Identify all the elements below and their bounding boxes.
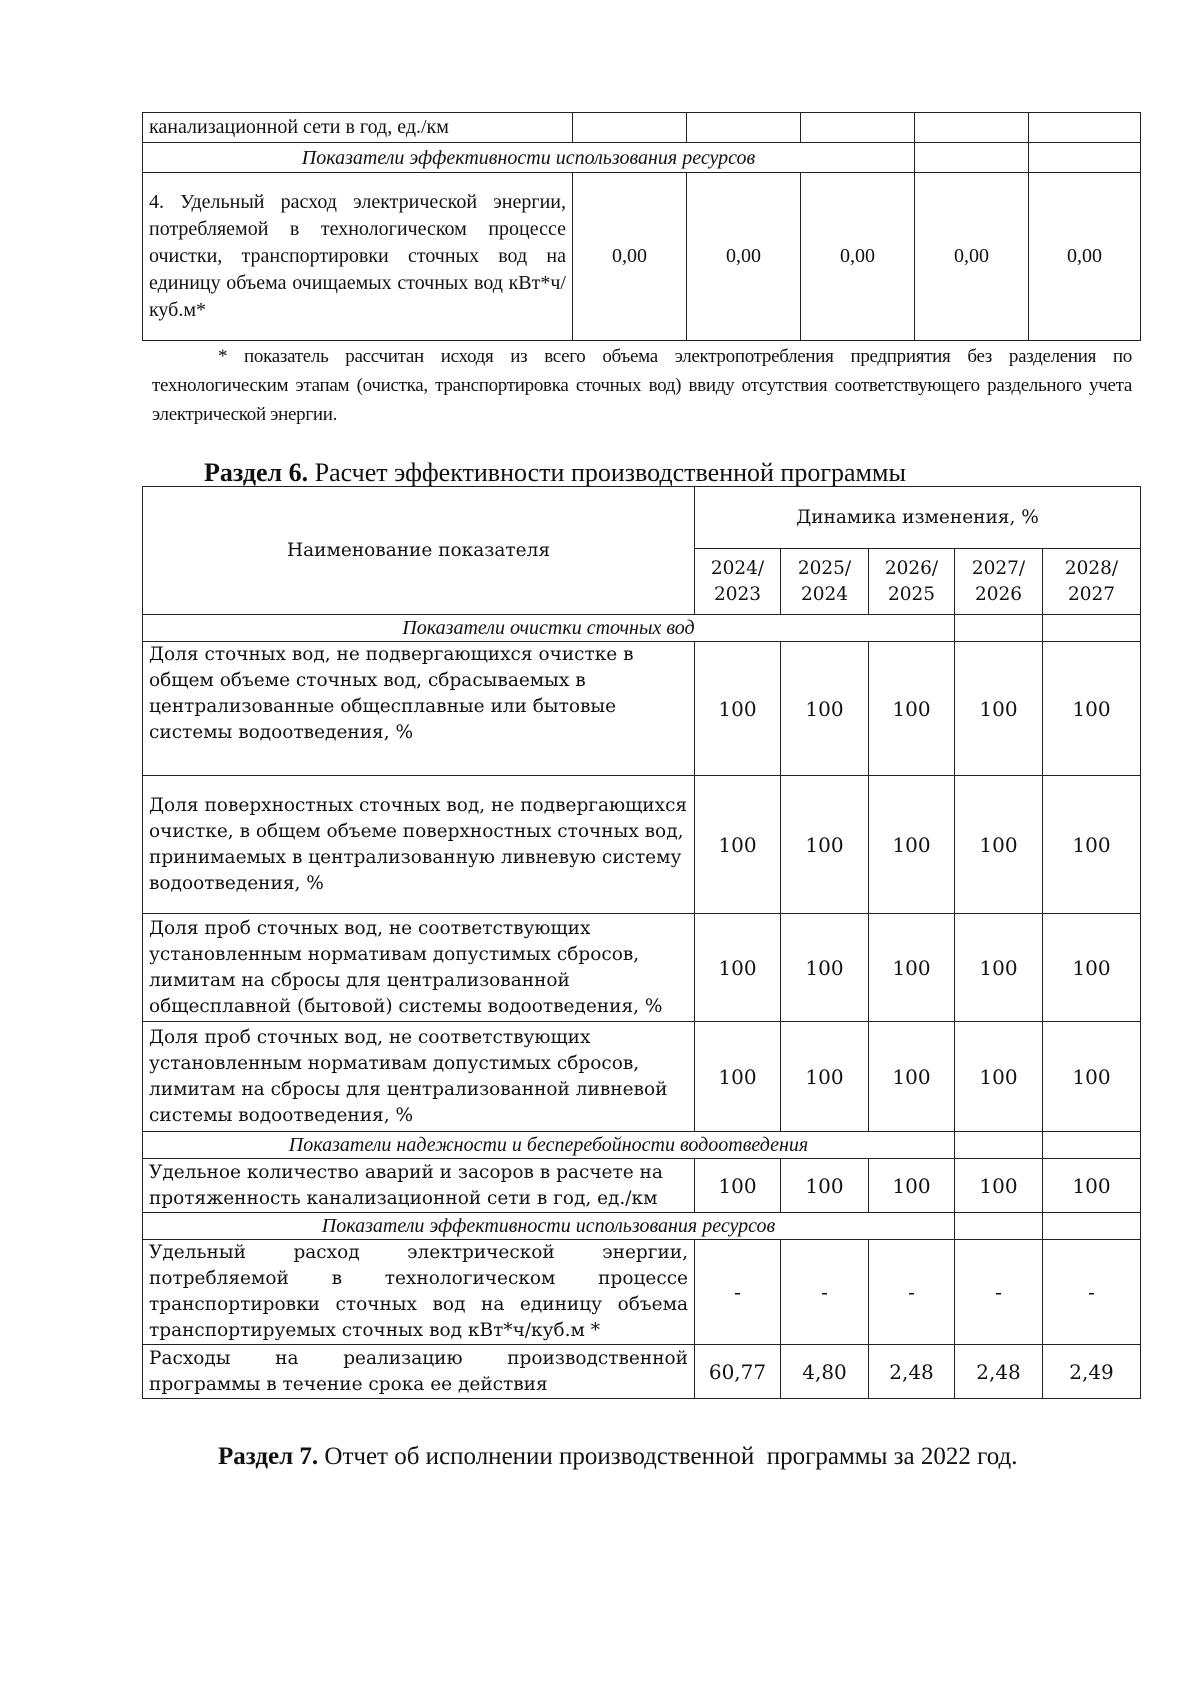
value-cell: 0,00 — [573, 173, 687, 341]
section-row — [143, 143, 1141, 173]
value-cell: 100 — [1043, 1159, 1141, 1213]
value-cell: 100 — [695, 776, 781, 914]
table-row — [143, 1159, 1141, 1213]
section-title: Показатели надежности и бесперебойности водоотведения — [143, 1132, 955, 1159]
value-cell: 0,00 — [801, 173, 915, 341]
value-cell: 100 — [781, 1159, 869, 1213]
row-label: Доля проб сточных вод, не соответствующих установленным нормативам допустимых сбросов, лимитам на сбросы для централизованной ливневой системы водоотведения, % — [143, 1022, 695, 1132]
value-cell: 100 — [869, 914, 955, 1022]
row-label: Доля сточных вод, не подвергающихся очистке в общем объеме сточных вод, сбрасываемых в централизованные общесплавные или бытовые системы водоотведения, % — [143, 642, 695, 776]
table-row — [143, 914, 1141, 1022]
table-row — [143, 1022, 1141, 1132]
value-cell: - — [1043, 1240, 1141, 1345]
section-row — [143, 615, 1141, 642]
value-cell: 100 — [1043, 642, 1141, 776]
row-label: Доля поверхностных сточных вод, не подвергающихся очистке, в общем объеме поверхностных сточных вод, принимаемых в централизованную ливневую систему водоотведения, % — [143, 776, 695, 914]
section7-heading-title: Отчет об исполнении производственной программы за 2022 год. — [318, 1443, 1018, 1470]
value-cell: 100 — [869, 642, 955, 776]
section-title: Показатели эффективности использования ресурсов — [143, 143, 915, 173]
value-cell: 100 — [695, 1159, 781, 1213]
row-label: Удельное количество аварий и засоров в расчете на протяженность канализационной сети в год, ед./км — [143, 1159, 695, 1213]
footnote-text: * показатель рассчитан исходя из всего объема электропотребления предприятия без разделения по технологическим этапам (очистка, транспортировка сточных вод) ввиду отсутствия соответствующего раздельного учета электрической энергии. — [152, 346, 1132, 425]
top-table — [142, 112, 1141, 341]
value-cell: 2,49 — [1043, 1345, 1141, 1399]
table-row — [143, 776, 1141, 914]
section6-heading-number: Раздел 6. — [204, 458, 309, 487]
value-cell: - — [781, 1240, 869, 1345]
value-cell: 100 — [1043, 776, 1141, 914]
value-cell: 100 — [955, 776, 1043, 914]
value-cell: 4,80 — [781, 1345, 869, 1399]
value-cell: 100 — [869, 1022, 955, 1132]
value-cell: 100 — [955, 642, 1043, 776]
value-cell: 100 — [781, 1022, 869, 1132]
row-label: 4. Удельный расход электрической энергии, потребляемой в технологическом процессе очистки, транспортировки сточных вод на единицу объема очищаемых сточных вод кВт*ч/куб.м* — [143, 173, 573, 341]
row-label: Доля проб сточных вод, не соответствующих установленным нормативам допустимых сбросов, лимитам на сбросы для централизованной общесплавной (бытовой) системы водоотведения, % — [143, 914, 695, 1022]
value-cell: - — [695, 1240, 781, 1345]
table-row — [143, 113, 1141, 143]
section6-heading-title: Расчет эффективности производственной программы — [308, 458, 906, 487]
year-header: 2028/ 2027 — [1043, 549, 1141, 615]
year-header: 2025/ 2024 — [781, 549, 869, 615]
value-cell: 100 — [955, 914, 1043, 1022]
value-cell: 100 — [695, 1022, 781, 1132]
value-cell: 100 — [781, 642, 869, 776]
value-cell: 100 — [781, 776, 869, 914]
row-fragment-label: канализационной сети в год, ед./км — [143, 113, 573, 143]
value-cell: 100 — [695, 914, 781, 1022]
col-name-header: Наименование показателя — [143, 487, 695, 615]
footnote — [152, 342, 1132, 429]
table-row — [143, 173, 1141, 341]
efficiency-table — [142, 486, 1141, 1399]
section-row — [143, 1213, 1141, 1240]
value-cell: 100 — [695, 642, 781, 776]
value-cell: 2,48 — [869, 1345, 955, 1399]
section-title: Показатели эффективности использования ресурсов — [143, 1213, 955, 1240]
value-cell: 60,77 — [695, 1345, 781, 1399]
value-cell: 100 — [955, 1159, 1043, 1213]
table-row — [143, 1240, 1141, 1345]
value-cell: 0,00 — [687, 173, 801, 341]
section7-heading-number: Раздел 7. — [218, 1443, 319, 1470]
table-row — [143, 642, 1141, 776]
dynamics-header: Динамика изменения, % — [695, 487, 1141, 549]
value-cell: 0,00 — [915, 173, 1029, 341]
section6-heading — [204, 458, 906, 488]
year-header: 2026/ 2025 — [869, 549, 955, 615]
value-cell: 100 — [955, 1022, 1043, 1132]
value-cell: - — [869, 1240, 955, 1345]
value-cell: 0,00 — [1029, 173, 1141, 341]
year-header: 2027/ 2026 — [955, 549, 1043, 615]
value-cell: 100 — [869, 1159, 955, 1213]
row-label: Расходы на реализацию производственной программы в течение срока ее действия — [143, 1345, 695, 1399]
row-label: Удельный расход электрической энергии, потребляемой в технологическом процессе транспортировки сточных вод на единицу объема транспортируемых сточных вод кВт*ч/куб.м * — [143, 1240, 695, 1345]
value-cell: 100 — [869, 776, 955, 914]
section7-heading — [218, 1442, 1018, 1472]
value-cell: 100 — [1043, 1022, 1141, 1132]
section-title: Показатели очистки сточных вод — [143, 615, 955, 642]
section-row — [143, 1132, 1141, 1159]
year-header: 2024/ 2023 — [695, 549, 781, 615]
value-cell: 100 — [1043, 914, 1141, 1022]
table-row — [143, 1345, 1141, 1399]
header-row — [143, 487, 1141, 549]
value-cell: - — [955, 1240, 1043, 1345]
value-cell: 100 — [781, 914, 869, 1022]
value-cell: 2,48 — [955, 1345, 1043, 1399]
